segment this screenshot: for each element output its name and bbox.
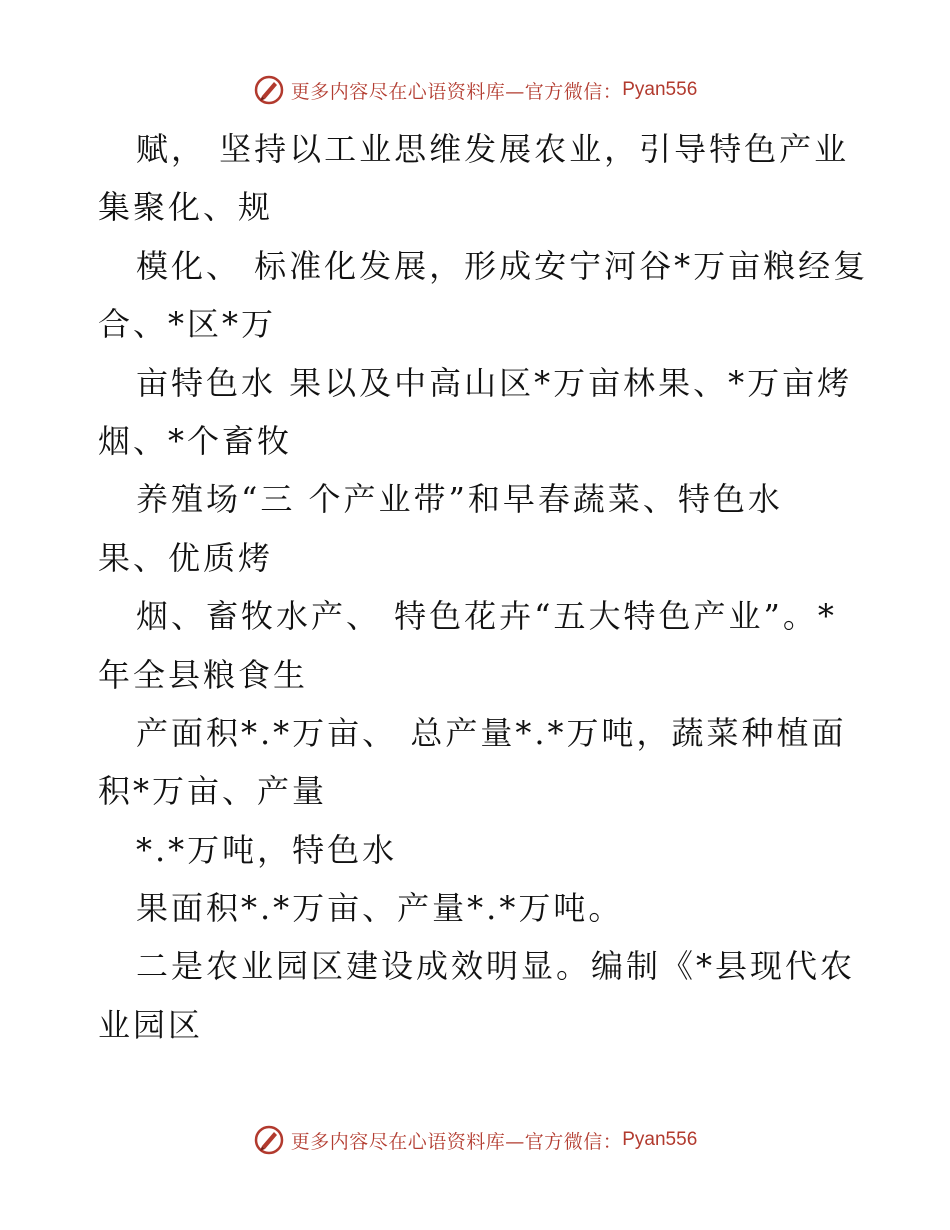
watermark-wechat-id: Pyan556 <box>622 1129 698 1150</box>
text-line: 赋， 坚持以工业思维发展农业，引导特色产业 <box>136 130 850 168</box>
text-line: 产面积*.*万亩、 总产量*.*万吨，蔬菜种植面 <box>136 713 847 752</box>
text-line: 二是农业园区建设成效明显。编制《*县现代农 <box>136 947 856 986</box>
watermark-wechat-id: Pyan556 <box>622 79 698 100</box>
footer-watermark <box>0 1120 950 1160</box>
text-line: 养殖场“三 个产业带”和早春蔬菜、特色水 <box>136 480 783 519</box>
text-line: 亩特色水 果以及中高山区*万亩林果、*万亩烤 <box>136 363 853 402</box>
text-line: *.*万吨，特色水 <box>136 830 398 869</box>
watermark-text: 更多内容尽在心语资料库—官方微信： <box>290 1130 623 1153</box>
text-line: 果、优质烤 <box>98 538 274 577</box>
text-line: 果面积*.*万亩、产量*.*万吨。 <box>136 889 624 928</box>
header-watermark <box>0 70 950 110</box>
pen-logo-icon <box>253 74 285 106</box>
pen-logo-icon <box>253 1124 285 1156</box>
text-line: 烟、*个畜牧 <box>98 421 293 460</box>
text-line: 年全县粮食生 <box>98 655 309 694</box>
text-line: 积*万亩、产量 <box>98 772 328 811</box>
text-line: 模化、 标准化发展，形成安宁河谷*万亩粮经复 <box>136 246 869 285</box>
text-line: 烟、畜牧水产、 特色花卉“五大特色产业”。* <box>136 597 837 636</box>
text-line: 业园区 <box>98 1005 204 1044</box>
text-line: 集聚化、规 <box>98 188 274 227</box>
document-body <box>98 120 869 1054</box>
text-line: 合、*区*万 <box>98 305 277 344</box>
watermark-text: 更多内容尽在心语资料库—官方微信： <box>290 80 623 103</box>
